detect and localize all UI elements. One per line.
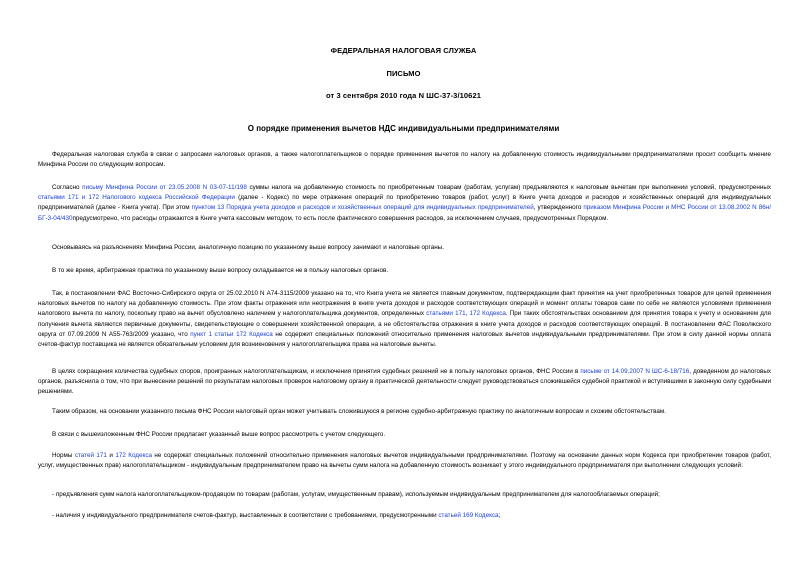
paragraph-minfin-position: Согласно письму Минфина России от 23.05.2008 N 03-07-11/198 суммы налога на добавленную стоимость по приобретенным товарам (работам, услугам) предъявляются к налоговым вычетам при выполнении условий, предусмотренных статьями 171 и 172 Налогового кодекса Российской Федерации (далее - Кодекс) по мере отражения операций по приобретению товаров (работ, услуг) в Книге учета доходов и расходов и хозяйственных операций для индивидуальных предпринимателей (далее - Книга учета). При этом пунктом 13 Порядка учета доходов и расходов и хозяйственных операций для индивидуальных предпринимателей, утвержденного приказом Минфина России и МНС России от 13.08.2002 N 86н/БГ-3-04/430предусмотрено, что расходы отражаются в Книге учета кассовым методом, то есть после фактического совершения расходов, за исключением случаев, предусмотренных Порядком. bbox=[38, 184, 772, 222]
paragraph-norms: Нормы статей 171 и 172 Кодекса не содержат специальных положений относительно применения налоговых вычетов индивидуальными предпринимателями. Поэтому на основании данных норм Кодекса при приобретении товаров (работ, услуг, имущественных прав) налогоплательщиком - индивидуальным предпринимателем право на вычеты сумм налога на добавленную стоимость возникает у этого индивидуального предпринимателя при выполнении следующих условий: bbox=[38, 452, 771, 470]
doc-type-heading: ПИСЬМО bbox=[386, 69, 421, 78]
subject-heading: О порядке применения вычетов НДС индивидуальными предпринимателями bbox=[247, 124, 560, 133]
link-article-171[interactable]: статьями 171 bbox=[426, 310, 466, 318]
link-articles-171-172-tax-code[interactable]: статьями 171 и 172 Налогового кодекса Российской Федерации bbox=[38, 194, 235, 202]
link-fns-letter-2007[interactable]: письме от 14.09.2007 N ШС-6-18/716 bbox=[580, 368, 690, 375]
link-minfin-mns-order[interactable]: приказом Минфина России и МНС России от 13.08.2002 N 86н/БГ-3-04/430 bbox=[38, 204, 771, 222]
link-article-172[interactable]: 172 Кодекса bbox=[469, 310, 506, 318]
date-number-heading: от 3 сентября 2010 года N ШС-37-3/10621 bbox=[326, 91, 481, 100]
link-minfin-letter-2008[interactable]: письму Минфина России от 23.05.2008 N 03-07-11/198 bbox=[82, 184, 247, 191]
link-article-169[interactable]: статьей 169 Кодекса bbox=[438, 512, 499, 519]
agency-heading: ФЕДЕРАЛЬНАЯ НАЛОГОВАЯ СЛУЖБА bbox=[330, 46, 477, 55]
paragraph-tax-authorities-position: Основываясь на разъяснениях Минфина России, аналогичную позицию по указанному выше вопросу занимают и налоговые органы. bbox=[52, 244, 444, 251]
paragraph-condition-2: - наличия у индивидуального предпринимателя счетов-фактур, выставленных в соответствии с требованиями, предусмотренными статьей 169 Кодекса; bbox=[52, 512, 501, 519]
paragraph-condition-1: - предъявления сумм налога налогоплательщиком-продавцом по товарам (работам, услугам, имущественным правам), используемым индивидуальным предпринимателем для налогооблагаемых операций; bbox=[52, 491, 660, 498]
link-articles-171[interactable]: статей 171 bbox=[74, 452, 107, 459]
link-order-item-13[interactable]: пунктом 13 Порядка учета доходов и расходов и хозяйственных операций для индивидуальных предпринимателей bbox=[191, 204, 534, 212]
paragraph-intro: Федеральная налоговая служба в связи с запросами налоговых органов, а также налогоплательщиков о порядке применения вычетов по налогу на добавленную стоимость индивидуальными предпринимателями просит сообщить мнение Минфина России по следующим вопросам. bbox=[38, 151, 771, 169]
paragraph-arbitration-practice: В то же время, арбитражная практика по указанному выше вопросу складывается не в пользу налоговых органов. bbox=[52, 267, 389, 274]
paragraph-conclusion: Таким образом, на основании указанного письма ФНС России налоговый орган может учитывать сложившуюся в регионе судебно-арбитражную практику по аналогичным вопросам и схожим обстоятельствам. bbox=[52, 408, 666, 415]
paragraph-proposal: В связи с вышеизложенным ФНС России предлагает указанный выше вопрос рассмотреть с учетом следующего. bbox=[52, 431, 386, 438]
link-article-172-item-1[interactable]: пункт 1 статьи 172 Кодекса bbox=[190, 330, 273, 338]
link-articles-172[interactable]: 172 Кодекса bbox=[115, 452, 152, 459]
paragraph-court-decisions: Так, в постановлении ФАС Восточно-Сибирского округа от 25.02.2010 N А74-3115/2009 указано на то, что Книга учета не является главным документом, подтверждающим факт принятия на учет приобретенных товаров для целей применения налоговых вычетов по налогу на добавленную стоимость. При этом факты отражения или неотражения в книге учета доходов и расходов соответствующих операций и момент оплаты товаров сами по себе не являются условиями применения налогового вычета по налогу, поскольку право на вычет обусловлено наличием у налогоплательщика документов, определенных статьями 171, 172 Кодекса. При таких обстоятельствах основанием для принятия товара к учету и основанием для получения вычета являются первичные документы, свидетельствующие о совершении хозяйственной операции, а не обстоятельства отражения в книге учета доходов и расходов соответствующих операций. В постановлении ФАС Поволжского округа от 07.09.2009 N А55-763/2009 указано, что пункт 1 статьи 172 Кодекса не содержит специальных положений относительно применения налоговых вычетов индивидуальными предпринимателями. При этом в силу данной нормы оплата счетов-фактур поставщика не является обязательным условием для возникновения у налогоплательщика права на налоговые вычеты. bbox=[38, 290, 771, 349]
paragraph-fns-letter: В целях сокращения количества судебных споров, проигранных налогоплательщикам, и исключения принятия судебных решений не в пользу налоговых органов, ФНС России в письме от 14.09.2007 N ШС-6-18/716, доведенном до налоговых органов, разъяснила о том, что при вынесении решений по результатам налоговых проверок налоговому органу в практической деятельности следует руководствоваться сложившейся судебной практикой и вступившими в законную силу судебными решениями. bbox=[38, 368, 772, 396]
